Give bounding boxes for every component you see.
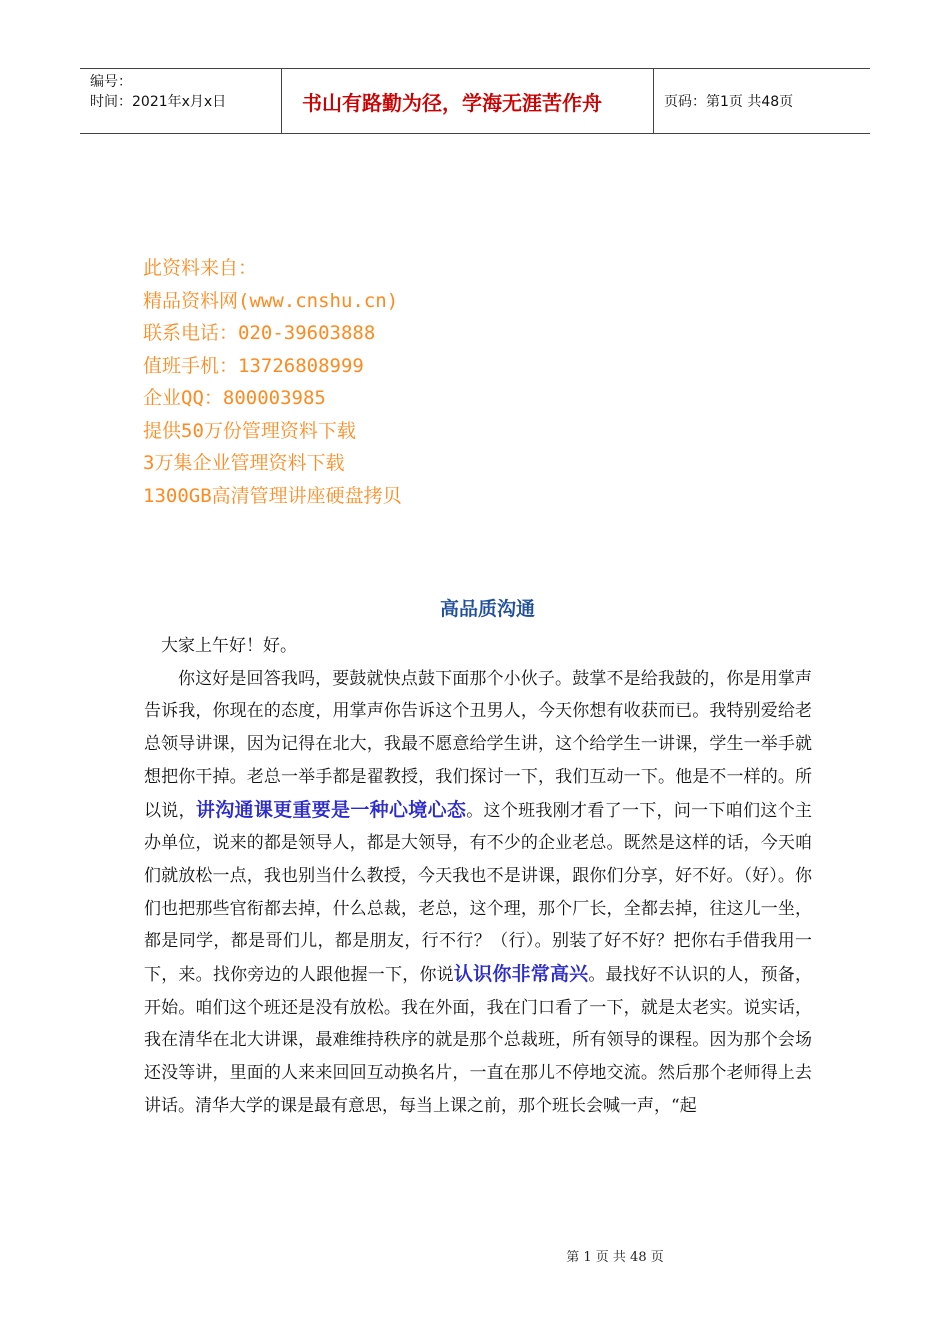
time-label: 时间：2021年x月x日	[90, 94, 227, 110]
source-line: 提供50万份管理资料下载	[143, 419, 356, 442]
paragraph	[144, 663, 812, 1123]
highlight-text: 认识你非常高兴	[453, 963, 589, 986]
paragraph-text: 。这个班我刚才看了一下，问一下咱们这个主办单位，说来的都是领导人，都是大领导，有不少的企业老总。既然是这样的话，今天咱们就放松一点，我也别当什么教授，今天我也不是讲课，跟你们分享，好不好。（好）。你们也把那些官衔都去掉，什么总裁，老总，这个理，那个厂长，全都去掉，往这儿一坐，都是同学，都是哥们儿，都是朋友，行不行？（行）。别装了好不好？把你右手借我用一下，来。找你旁边的人跟他握一下，你说	[144, 800, 812, 986]
source-line: 此资料来自：	[143, 257, 258, 279]
article-title: 高品质沟通	[439, 598, 535, 620]
header-page-label: 页码：第1页 共48页	[664, 94, 794, 110]
greeting: 大家上午好！好。	[161, 636, 297, 656]
highlight-text: 讲沟通课更重要是一种心境心态	[195, 798, 467, 821]
paragraph-text: 你这好是回答我吗，要鼓就快点鼓下面那个小伙子。鼓掌不是给我鼓的，你是用掌声告诉我，你现在的态度，用掌声你告诉这个丑男人，今天你想有收获而已。我特别爱给老总领导讲课，因为记得在北大，我最不愿意给学生讲，这个给学生一讲课，学生一举手就想把你干掉。老总一举手都是翟教授，我们探讨一下，我们互动一下。他是不一样的。所以说，	[144, 668, 812, 821]
source-line: 联系电话：020-39603888	[143, 322, 376, 344]
article-body	[144, 630, 812, 1123]
source-line: 值班手机：13726808999	[143, 354, 364, 377]
source-line: 企业QQ：800003985	[143, 387, 326, 409]
page-footer: 第 1 页 共 48 页	[566, 1250, 664, 1265]
source-line: 1300GB高清管理讲座硬盘拷贝	[143, 484, 402, 507]
header-meta-cell	[80, 69, 282, 133]
serial-label: 编号：	[90, 74, 132, 90]
source-line: 3万集企业管理资料下载	[143, 452, 345, 474]
source-line: 精品资料网(www.cnshu.cn)	[143, 289, 399, 312]
header-motto: 书山有路勤为径，学海无涯苦作舟	[282, 69, 654, 133]
header-table	[80, 68, 870, 134]
source-info-block	[143, 252, 402, 512]
paragraph-text: 。最找好不认识的人，预备，开始。咱们这个班还是没有放松。我在外面，我在门口看了一下，就是太老实。说实话，我在清华在北大讲课，最难维持秩序的就是那个总裁班，所有领导的课程。因为那个会场还没等讲，里面的人来来回回互动换名片，一直在那儿不停地交流。然后那个老师得上去讲话。清华大学的课是最有意思，每当上课之前，那个班长会喊一声，“起	[144, 965, 812, 1116]
